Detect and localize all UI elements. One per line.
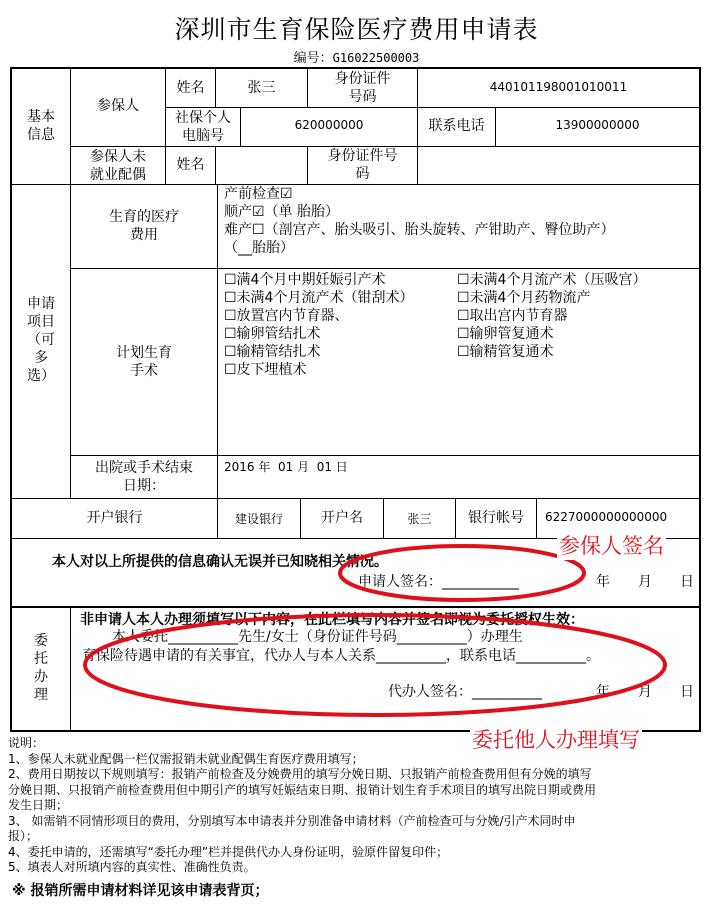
note-line: 3、 如需销不同情形项目的费用，分别填写本申请表并分别准备申请材料（产前检查可与分娩/引产术同时申 [8, 813, 576, 828]
checkbox-item[interactable]: ☐输精管复通术 [457, 344, 554, 360]
option-natural-birth[interactable]: 顺产☑（单 胎胎） [224, 204, 340, 220]
checkbox-item[interactable]: ☐输卵管复通术 [457, 326, 554, 342]
note-line: 1、参保人未就业配偶一栏仅需报销未就业配偶生育医疗费用填写； [8, 751, 364, 766]
proxy-sign-blank[interactable]: __________ [472, 684, 542, 700]
spouse-name-label: 姓名 [176, 157, 205, 173]
note-line: 分娩日期、只报销产前检查费用但中期引产的填写妊娠结束日期、报销计划生育手术项目的填写出院日期或费用 [8, 782, 597, 797]
phone-value[interactable]: 13900000000 [555, 118, 640, 132]
proxy-text-c: ）办理生 [466, 629, 523, 645]
note-line: 发生日期； [8, 798, 69, 812]
serial-value: G16022500003 [332, 51, 420, 65]
family-planning-label: 计划生育 手术 [116, 345, 172, 379]
annotation-sign: 参保人签名 [557, 530, 666, 560]
checkbox-item[interactable]: ☐皮下埋植术 [224, 362, 307, 378]
bank-value[interactable]: 建设银行 [234, 512, 283, 526]
checkbox-item[interactable]: ☐未满4个月流产术（压吸宫） [457, 272, 647, 288]
proxy-sign-label: 代办人签名： [388, 684, 472, 700]
note-line: 4、委托申请的，还需填写“委托办理”栏并提供代办人身份证明，验原件留复印件； [8, 844, 449, 859]
confirm-day: 日 [680, 574, 694, 590]
section-proxy: 委 托 办 理 [34, 633, 48, 703]
applicant-sign-blank[interactable]: ___________ [442, 574, 519, 590]
si-value[interactable]: 620000000 [294, 118, 364, 132]
option-prenatal[interactable]: 产前检查☑ [224, 186, 293, 202]
confirm-statement: 本人对以上所提供的信息确认无误并已知晓相关情况。 [52, 554, 388, 570]
proxy-id-blank[interactable]: __________ [396, 629, 467, 645]
applicant-sign-label: 申请人签名： [358, 574, 442, 590]
serial-label: 编号： [293, 51, 333, 66]
proxy-highlight-ellipse [85, 615, 665, 715]
checkbox-item[interactable]: ☐输精管结扎术 [224, 344, 321, 360]
proxy-text-b: 先生/女士（身份证件号码 [238, 629, 397, 645]
confirm-month: 月 [638, 574, 652, 590]
checkbox-item[interactable]: ☐放置宫内节育器、 [224, 308, 349, 324]
form-title: 深圳市生育保险医疗费用申请表 [174, 15, 539, 44]
option-fetus-count: （__胎胎） [224, 240, 294, 256]
proxy-text-a: 本人委托 [112, 629, 168, 645]
name-label: 姓名 [176, 80, 205, 96]
proxy-heading: 非申请人本人办理须填写以下内容，在此栏填写内容并签名即视为委托授权生效： [80, 612, 584, 628]
phone-label: 联系电话 [428, 118, 485, 134]
insured-label: 参保人 [97, 98, 139, 114]
id-label: 身份证件 号码 [334, 71, 391, 105]
proxy-year: 年 [596, 684, 610, 700]
footer-note: ※ 报销所需申请材料详见该申请表背页； [12, 883, 269, 899]
spouse-label: 参保人未 就业配偶 [90, 149, 146, 183]
signature-highlight-ellipse [340, 546, 584, 600]
notes-section [8, 736, 708, 876]
option-difficult-birth[interactable]: 难产☐（剖宫产、胎头吸引、胎头旋转、产钳助产、臀位助产） [224, 222, 615, 238]
proxy-month: 月 [638, 684, 652, 700]
note-line: 2、费用日期按以下规则填写：报销产前检查及分娩费用的填写分娩日期、只报销产前检查费用但有分娩的填写 [8, 767, 592, 781]
account-name-value[interactable]: 张三 [407, 512, 432, 526]
name-value[interactable]: 张三 [247, 80, 276, 96]
bank-label: 开户银行 [86, 510, 143, 526]
note-line: 报）； [8, 829, 39, 843]
spouse-id-label: 身份证件号 码 [327, 148, 398, 182]
section-apply-items: 申请 项目 （可 多 选） [27, 296, 55, 384]
checkbox-item[interactable]: ☐未满4个月流产术（钳刮术） [224, 290, 414, 306]
notes-heading: 说明： [8, 736, 45, 750]
note-line: 5、填表人对所填内容的真实性、准确性负责。 [8, 860, 256, 874]
account-name-label: 开户名 [321, 510, 363, 526]
si-label: 社保个人 电脑号 [175, 110, 231, 144]
annotation-proxy: 委托他人办理填写 [470, 724, 642, 754]
section-basic-info: 基本 信息 [27, 109, 55, 143]
checkbox-item[interactable]: ☐满4个月中期妊娠引产术 [224, 272, 386, 288]
checkbox-item[interactable]: ☐输卵管结扎术 [224, 326, 321, 342]
maternity-label: 生育的医疗 费用 [109, 209, 179, 243]
date-value[interactable]: 2016 年 01 月 01 日 [224, 460, 348, 474]
account-no-value[interactable]: 6227000000000000 [545, 510, 668, 524]
proxy-line-2[interactable]: 育保险待遇申请的有关事宜，代办人与本人关系__________，联系电话__________。 [82, 648, 600, 664]
checkbox-item[interactable]: ☐未满4个月药物流产 [457, 290, 591, 306]
proxy-day: 日 [680, 684, 694, 700]
id-value[interactable]: 440101198001010011 [489, 80, 628, 94]
checkbox-item[interactable]: ☐取出宫内节育器 [457, 308, 568, 324]
account-no-label: 银行帐号 [468, 510, 524, 526]
date-label: 出院或手术结束 日期： [95, 460, 193, 494]
confirm-year: 年 [596, 574, 610, 590]
proxy-agent-blank[interactable]: __________ [168, 629, 238, 645]
